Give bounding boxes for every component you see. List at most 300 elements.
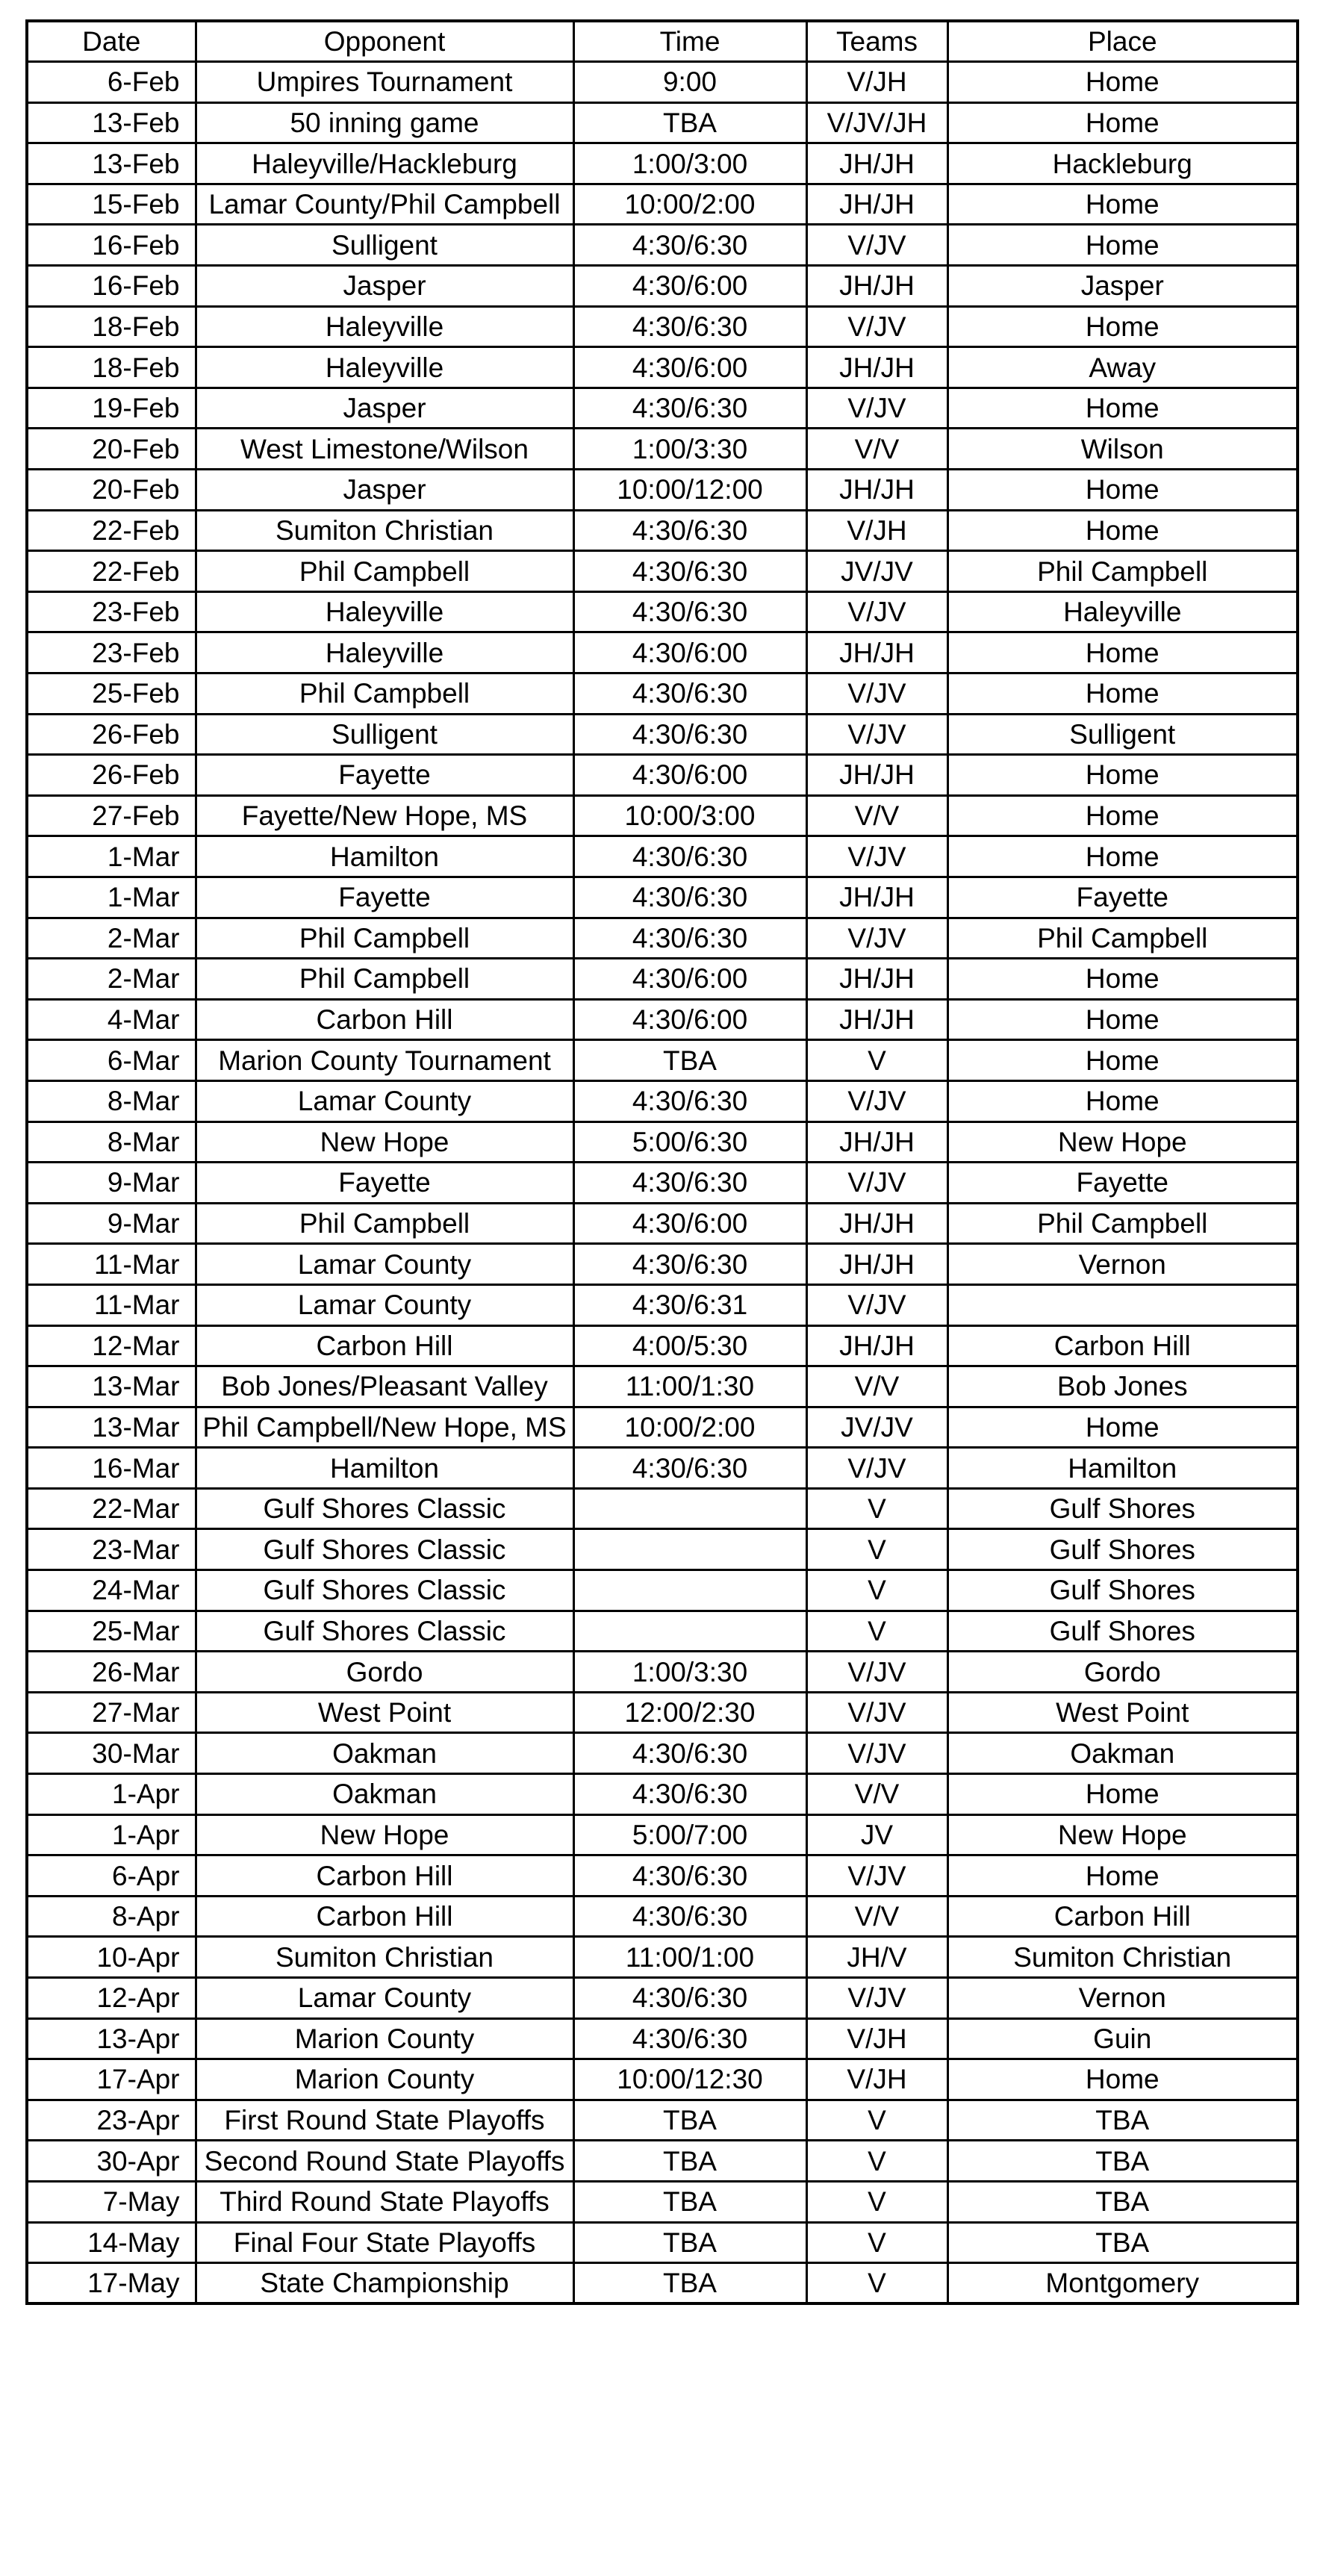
table-row bbox=[27, 2181, 1298, 2222]
cell-date: 12-Apr bbox=[27, 1978, 196, 2019]
table-row bbox=[27, 2100, 1298, 2141]
cell-time: 5:00/7:00 bbox=[573, 1814, 806, 1855]
cell-time: 4:30/6:00 bbox=[573, 959, 806, 1000]
cell-teams: JH/JH bbox=[806, 470, 947, 511]
cell-teams: V bbox=[806, 1040, 947, 1081]
cell-date: 15-Feb bbox=[27, 184, 196, 225]
cell-place: Haleyville bbox=[947, 591, 1298, 632]
table-row bbox=[27, 1692, 1298, 1733]
cell-place: TBA bbox=[947, 2141, 1298, 2182]
cell-opponent: Sulligent bbox=[196, 714, 573, 755]
cell-opponent: Carbon Hill bbox=[196, 1896, 573, 1937]
cell-teams: JH/JH bbox=[806, 347, 947, 388]
cell-opponent: Jasper bbox=[196, 470, 573, 511]
table-row bbox=[27, 999, 1298, 1040]
cell-time: 4:30/6:31 bbox=[573, 1284, 806, 1325]
cell-time: 1:00/3:00 bbox=[573, 143, 806, 184]
cell-place: Home bbox=[947, 1774, 1298, 1815]
cell-date: 6-Feb bbox=[27, 62, 196, 103]
cell-time: 4:30/6:30 bbox=[573, 673, 806, 715]
cell-time: 4:30/6:30 bbox=[573, 1448, 806, 1489]
cell-opponent: Lamar County bbox=[196, 1080, 573, 1121]
table-row bbox=[27, 877, 1298, 918]
cell-opponent: New Hope bbox=[196, 1121, 573, 1163]
table-row bbox=[27, 1080, 1298, 1121]
cell-teams: V bbox=[806, 2141, 947, 2182]
cell-date: 17-May bbox=[27, 2263, 196, 2304]
cell-teams: JH/JH bbox=[806, 1325, 947, 1366]
table-row bbox=[27, 2141, 1298, 2182]
cell-teams: V bbox=[806, 2100, 947, 2141]
cell-teams: JH/JH bbox=[806, 959, 947, 1000]
cell-date: 22-Mar bbox=[27, 1488, 196, 1529]
cell-opponent: Gulf Shores Classic bbox=[196, 1611, 573, 1652]
cell-place: Gulf Shores bbox=[947, 1570, 1298, 1611]
cell-date: 13-Feb bbox=[27, 143, 196, 184]
cell-place: Vernon bbox=[947, 1978, 1298, 2019]
cell-place: Fayette bbox=[947, 1163, 1298, 1204]
cell-opponent: Fayette bbox=[196, 755, 573, 796]
cell-opponent: First Round State Playoffs bbox=[196, 2100, 573, 2141]
cell-time: 4:30/6:30 bbox=[573, 388, 806, 429]
header-opponent: Opponent bbox=[196, 21, 573, 62]
cell-teams: V/JV bbox=[806, 1163, 947, 1204]
cell-place: Home bbox=[947, 755, 1298, 796]
cell-place: Wilson bbox=[947, 429, 1298, 470]
cell-opponent: Gulf Shores Classic bbox=[196, 1570, 573, 1611]
table-row bbox=[27, 1325, 1298, 1366]
cell-teams: V bbox=[806, 1570, 947, 1611]
cell-place: Phil Campbell bbox=[947, 551, 1298, 592]
cell-place: Home bbox=[947, 999, 1298, 1040]
cell-place: Fayette bbox=[947, 877, 1298, 918]
cell-date: 6-Apr bbox=[27, 1855, 196, 1897]
cell-date: 23-Mar bbox=[27, 1529, 196, 1570]
table-row bbox=[27, 1203, 1298, 1244]
cell-opponent: Jasper bbox=[196, 266, 573, 307]
header-teams: Teams bbox=[806, 21, 947, 62]
table-row bbox=[27, 714, 1298, 755]
schedule-body bbox=[27, 62, 1298, 2304]
cell-date: 27-Feb bbox=[27, 795, 196, 836]
cell-time: 4:30/6:30 bbox=[573, 510, 806, 551]
cell-date: 10-Apr bbox=[27, 1937, 196, 1978]
cell-time: 10:00/2:00 bbox=[573, 1407, 806, 1448]
cell-teams: JH/JH bbox=[806, 1121, 947, 1163]
cell-opponent: Lamar County bbox=[196, 1244, 573, 1285]
table-row bbox=[27, 1855, 1298, 1897]
cell-date: 26-Feb bbox=[27, 755, 196, 796]
cell-teams: V/JH bbox=[806, 2059, 947, 2100]
cell-place: Home bbox=[947, 1407, 1298, 1448]
cell-teams: V/V bbox=[806, 429, 947, 470]
cell-opponent: Carbon Hill bbox=[196, 999, 573, 1040]
cell-date: 22-Feb bbox=[27, 551, 196, 592]
cell-teams: V bbox=[806, 1488, 947, 1529]
cell-opponent: Haleyville/Hackleburg bbox=[196, 143, 573, 184]
table-row bbox=[27, 673, 1298, 715]
cell-place: Gulf Shores bbox=[947, 1611, 1298, 1652]
cell-place: Home bbox=[947, 102, 1298, 143]
cell-time bbox=[573, 1570, 806, 1611]
cell-time: 4:30/6:00 bbox=[573, 755, 806, 796]
cell-opponent: State Championship bbox=[196, 2263, 573, 2304]
cell-opponent: Sulligent bbox=[196, 225, 573, 266]
cell-time: 4:30/6:30 bbox=[573, 306, 806, 347]
table-row bbox=[27, 2018, 1298, 2059]
cell-time: TBA bbox=[573, 2100, 806, 2141]
cell-date: 1-Mar bbox=[27, 877, 196, 918]
cell-opponent: Haleyville bbox=[196, 306, 573, 347]
cell-teams: V/V bbox=[806, 1896, 947, 1937]
cell-teams: V/JH bbox=[806, 2018, 947, 2059]
cell-date: 17-Apr bbox=[27, 2059, 196, 2100]
cell-date: 11-Mar bbox=[27, 1284, 196, 1325]
cell-opponent: Jasper bbox=[196, 388, 573, 429]
cell-place: Home bbox=[947, 836, 1298, 877]
cell-teams: V/JV bbox=[806, 673, 947, 715]
cell-date: 18-Feb bbox=[27, 347, 196, 388]
cell-place: TBA bbox=[947, 2100, 1298, 2141]
cell-date: 13-Apr bbox=[27, 2018, 196, 2059]
cell-date: 30-Mar bbox=[27, 1733, 196, 1774]
cell-teams: JH/JH bbox=[806, 1203, 947, 1244]
cell-opponent: Phil Campbell bbox=[196, 1203, 573, 1244]
table-row bbox=[27, 102, 1298, 143]
cell-opponent: Phil Campbell bbox=[196, 673, 573, 715]
cell-time: 9:00 bbox=[573, 62, 806, 103]
schedule-header bbox=[27, 21, 1298, 62]
cell-time: 4:30/6:30 bbox=[573, 1896, 806, 1937]
cell-date: 8-Mar bbox=[27, 1080, 196, 1121]
cell-teams: JH/JH bbox=[806, 184, 947, 225]
cell-time: 4:30/6:30 bbox=[573, 591, 806, 632]
cell-time: 1:00/3:30 bbox=[573, 429, 806, 470]
cell-place: Home bbox=[947, 1080, 1298, 1121]
cell-date: 23-Apr bbox=[27, 2100, 196, 2141]
cell-opponent: Lamar County bbox=[196, 1978, 573, 2019]
cell-opponent: Third Round State Playoffs bbox=[196, 2181, 573, 2222]
cell-time: 4:30/6:30 bbox=[573, 551, 806, 592]
cell-teams: JH/JH bbox=[806, 1244, 947, 1285]
cell-time: 1:00/3:30 bbox=[573, 1652, 806, 1693]
cell-time: TBA bbox=[573, 1040, 806, 1081]
cell-date: 25-Mar bbox=[27, 1611, 196, 1652]
cell-date: 11-Mar bbox=[27, 1244, 196, 1285]
cell-teams: V/JV bbox=[806, 714, 947, 755]
cell-date: 26-Feb bbox=[27, 714, 196, 755]
cell-time: 4:30/6:30 bbox=[573, 1244, 806, 1285]
table-row bbox=[27, 1407, 1298, 1448]
cell-opponent: Fayette bbox=[196, 877, 573, 918]
cell-opponent: Oakman bbox=[196, 1733, 573, 1774]
cell-date: 1-Apr bbox=[27, 1814, 196, 1855]
cell-time: 4:30/6:30 bbox=[573, 1733, 806, 1774]
cell-place: Home bbox=[947, 62, 1298, 103]
cell-time: 4:30/6:30 bbox=[573, 225, 806, 266]
cell-place: Hamilton bbox=[947, 1448, 1298, 1489]
cell-place: Home bbox=[947, 225, 1298, 266]
cell-teams: JV bbox=[806, 1814, 947, 1855]
cell-teams: V/JV bbox=[806, 836, 947, 877]
table-row bbox=[27, 2222, 1298, 2263]
cell-time: 4:00/5:30 bbox=[573, 1325, 806, 1366]
cell-teams: V bbox=[806, 2263, 947, 2304]
cell-teams: V/JV bbox=[806, 1733, 947, 1774]
cell-teams: V/JV bbox=[806, 1978, 947, 2019]
cell-teams: V/JV bbox=[806, 1080, 947, 1121]
cell-date: 16-Feb bbox=[27, 266, 196, 307]
cell-date: 24-Mar bbox=[27, 1570, 196, 1611]
schedule-table bbox=[25, 19, 1299, 2305]
cell-teams: JH/JH bbox=[806, 266, 947, 307]
cell-date: 7-May bbox=[27, 2181, 196, 2222]
cell-teams: V/JV bbox=[806, 1652, 947, 1693]
cell-date: 2-Mar bbox=[27, 918, 196, 959]
cell-place: Oakman bbox=[947, 1733, 1298, 1774]
cell-opponent: Umpires Tournament bbox=[196, 62, 573, 103]
cell-date: 4-Mar bbox=[27, 999, 196, 1040]
cell-place: Guin bbox=[947, 2018, 1298, 2059]
cell-opponent: Bob Jones/Pleasant Valley bbox=[196, 1366, 573, 1407]
cell-time: 4:30/6:00 bbox=[573, 1203, 806, 1244]
cell-opponent: West Limestone/Wilson bbox=[196, 429, 573, 470]
cell-teams: V/JH bbox=[806, 62, 947, 103]
table-row bbox=[27, 388, 1298, 429]
cell-opponent: Oakman bbox=[196, 1774, 573, 1815]
cell-place: Home bbox=[947, 388, 1298, 429]
cell-time: 4:30/6:30 bbox=[573, 1978, 806, 2019]
cell-place: West Point bbox=[947, 1692, 1298, 1733]
table-row bbox=[27, 1529, 1298, 1570]
cell-opponent: Phil Campbell/New Hope, MS bbox=[196, 1407, 573, 1448]
cell-teams: V bbox=[806, 1529, 947, 1570]
cell-place: Home bbox=[947, 510, 1298, 551]
cell-date: 14-May bbox=[27, 2222, 196, 2263]
cell-opponent: Haleyville bbox=[196, 347, 573, 388]
cell-date: 13-Mar bbox=[27, 1407, 196, 1448]
cell-teams: JV/JV bbox=[806, 551, 947, 592]
cell-opponent: Hamilton bbox=[196, 836, 573, 877]
header-date: Date bbox=[27, 21, 196, 62]
cell-date: 27-Mar bbox=[27, 1692, 196, 1733]
table-row bbox=[27, 918, 1298, 959]
cell-teams: V/JV bbox=[806, 1855, 947, 1897]
table-row bbox=[27, 470, 1298, 511]
table-row bbox=[27, 306, 1298, 347]
cell-teams: V/V bbox=[806, 1366, 947, 1407]
cell-place: Montgomery bbox=[947, 2263, 1298, 2304]
cell-time: 4:30/6:00 bbox=[573, 347, 806, 388]
cell-place: Carbon Hill bbox=[947, 1896, 1298, 1937]
cell-opponent: Fayette/New Hope, MS bbox=[196, 795, 573, 836]
cell-date: 20-Feb bbox=[27, 470, 196, 511]
cell-date: 1-Apr bbox=[27, 1774, 196, 1815]
header-time: Time bbox=[573, 21, 806, 62]
cell-opponent: Carbon Hill bbox=[196, 1325, 573, 1366]
cell-time: 12:00/2:30 bbox=[573, 1692, 806, 1733]
cell-teams: V/JV bbox=[806, 591, 947, 632]
table-row bbox=[27, 510, 1298, 551]
cell-place: Sumiton Christian bbox=[947, 1937, 1298, 1978]
table-row bbox=[27, 266, 1298, 307]
cell-place: Away bbox=[947, 347, 1298, 388]
cell-opponent: Lamar County bbox=[196, 1284, 573, 1325]
cell-place: New Hope bbox=[947, 1121, 1298, 1163]
table-row bbox=[27, 1774, 1298, 1815]
cell-place: Home bbox=[947, 959, 1298, 1000]
cell-date: 23-Feb bbox=[27, 591, 196, 632]
cell-time bbox=[573, 1611, 806, 1652]
cell-place: Hackleburg bbox=[947, 143, 1298, 184]
cell-place: Sulligent bbox=[947, 714, 1298, 755]
table-row bbox=[27, 1040, 1298, 1081]
cell-date: 9-Mar bbox=[27, 1163, 196, 1204]
cell-opponent: Gulf Shores Classic bbox=[196, 1488, 573, 1529]
cell-teams: V bbox=[806, 2222, 947, 2263]
cell-time: 10:00/12:30 bbox=[573, 2059, 806, 2100]
cell-date: 13-Feb bbox=[27, 102, 196, 143]
table-row bbox=[27, 591, 1298, 632]
cell-opponent: Sumiton Christian bbox=[196, 1937, 573, 1978]
cell-teams: JH/V bbox=[806, 1937, 947, 1978]
cell-time: 4:30/6:30 bbox=[573, 836, 806, 877]
cell-date: 26-Mar bbox=[27, 1652, 196, 1693]
cell-teams: JV/JV bbox=[806, 1407, 947, 1448]
cell-teams: JH/JH bbox=[806, 632, 947, 673]
cell-opponent: Hamilton bbox=[196, 1448, 573, 1489]
cell-teams: V bbox=[806, 1611, 947, 1652]
cell-place: Phil Campbell bbox=[947, 1203, 1298, 1244]
cell-teams: V/JV bbox=[806, 388, 947, 429]
cell-teams: JH/JH bbox=[806, 999, 947, 1040]
cell-opponent: Phil Campbell bbox=[196, 959, 573, 1000]
table-row bbox=[27, 2059, 1298, 2100]
cell-teams: V/JH bbox=[806, 510, 947, 551]
cell-place: Home bbox=[947, 470, 1298, 511]
cell-opponent: Phil Campbell bbox=[196, 551, 573, 592]
cell-place: Bob Jones bbox=[947, 1366, 1298, 1407]
table-row bbox=[27, 1163, 1298, 1204]
cell-time bbox=[573, 1529, 806, 1570]
cell-teams: V/JV bbox=[806, 306, 947, 347]
cell-place: Home bbox=[947, 1855, 1298, 1897]
table-row bbox=[27, 836, 1298, 877]
cell-time: 4:30/6:00 bbox=[573, 999, 806, 1040]
cell-opponent: New Hope bbox=[196, 1814, 573, 1855]
cell-time: 4:30/6:30 bbox=[573, 2018, 806, 2059]
cell-opponent: 50 inning game bbox=[196, 102, 573, 143]
cell-date: 6-Mar bbox=[27, 1040, 196, 1081]
cell-date: 13-Mar bbox=[27, 1366, 196, 1407]
table-row bbox=[27, 225, 1298, 266]
cell-place: Carbon Hill bbox=[947, 1325, 1298, 1366]
table-row bbox=[27, 62, 1298, 103]
cell-place: TBA bbox=[947, 2222, 1298, 2263]
cell-time: 11:00/1:00 bbox=[573, 1937, 806, 1978]
table-row bbox=[27, 1733, 1298, 1774]
table-row bbox=[27, 1978, 1298, 2019]
header-row bbox=[27, 21, 1298, 62]
table-row bbox=[27, 1244, 1298, 1285]
cell-opponent: Lamar County/Phil Campbell bbox=[196, 184, 573, 225]
cell-time: TBA bbox=[573, 2181, 806, 2222]
cell-time: 10:00/2:00 bbox=[573, 184, 806, 225]
cell-date: 23-Feb bbox=[27, 632, 196, 673]
cell-opponent: Gulf Shores Classic bbox=[196, 1529, 573, 1570]
table-row bbox=[27, 429, 1298, 470]
cell-time: 5:00/6:30 bbox=[573, 1121, 806, 1163]
cell-place: New Hope bbox=[947, 1814, 1298, 1855]
table-row bbox=[27, 1611, 1298, 1652]
cell-place: Home bbox=[947, 632, 1298, 673]
cell-opponent: Carbon Hill bbox=[196, 1855, 573, 1897]
cell-place: Home bbox=[947, 673, 1298, 715]
table-row bbox=[27, 1570, 1298, 1611]
cell-date: 22-Feb bbox=[27, 510, 196, 551]
cell-time: TBA bbox=[573, 2141, 806, 2182]
table-row bbox=[27, 143, 1298, 184]
cell-date: 25-Feb bbox=[27, 673, 196, 715]
cell-time: 4:30/6:30 bbox=[573, 1855, 806, 1897]
cell-time: 4:30/6:30 bbox=[573, 1163, 806, 1204]
table-row bbox=[27, 1814, 1298, 1855]
cell-date: 8-Mar bbox=[27, 1121, 196, 1163]
table-row bbox=[27, 1652, 1298, 1693]
table-row bbox=[27, 1937, 1298, 1978]
table-row bbox=[27, 2263, 1298, 2304]
cell-time: 4:30/6:00 bbox=[573, 632, 806, 673]
cell-time: TBA bbox=[573, 2263, 806, 2304]
cell-teams: JH/JH bbox=[806, 877, 947, 918]
cell-teams: JH/JH bbox=[806, 755, 947, 796]
cell-teams: V/JV bbox=[806, 1448, 947, 1489]
cell-place: Home bbox=[947, 1040, 1298, 1081]
cell-time: 11:00/1:30 bbox=[573, 1366, 806, 1407]
cell-date: 12-Mar bbox=[27, 1325, 196, 1366]
table-row bbox=[27, 755, 1298, 796]
cell-opponent: Haleyville bbox=[196, 591, 573, 632]
table-row bbox=[27, 1121, 1298, 1163]
cell-opponent: Final Four State Playoffs bbox=[196, 2222, 573, 2263]
cell-time: 4:30/6:30 bbox=[573, 1774, 806, 1815]
table-row bbox=[27, 551, 1298, 592]
cell-place: Vernon bbox=[947, 1244, 1298, 1285]
cell-teams: V/JV bbox=[806, 225, 947, 266]
cell-date: 16-Feb bbox=[27, 225, 196, 266]
cell-opponent: Marion County Tournament bbox=[196, 1040, 573, 1081]
cell-opponent: Phil Campbell bbox=[196, 918, 573, 959]
cell-time: 10:00/12:00 bbox=[573, 470, 806, 511]
cell-time: TBA bbox=[573, 102, 806, 143]
cell-place: TBA bbox=[947, 2181, 1298, 2222]
table-row bbox=[27, 795, 1298, 836]
cell-date: 20-Feb bbox=[27, 429, 196, 470]
cell-date: 2-Mar bbox=[27, 959, 196, 1000]
cell-opponent: West Point bbox=[196, 1692, 573, 1733]
table-row bbox=[27, 184, 1298, 225]
cell-place: Gordo bbox=[947, 1652, 1298, 1693]
cell-date: 30-Apr bbox=[27, 2141, 196, 2182]
cell-time: 4:30/6:00 bbox=[573, 266, 806, 307]
cell-teams: V/JV/JH bbox=[806, 102, 947, 143]
cell-place: Home bbox=[947, 2059, 1298, 2100]
cell-place: Phil Campbell bbox=[947, 918, 1298, 959]
table-row bbox=[27, 1448, 1298, 1489]
cell-place: Gulf Shores bbox=[947, 1488, 1298, 1529]
cell-teams: V/JV bbox=[806, 1284, 947, 1325]
cell-place: Home bbox=[947, 184, 1298, 225]
